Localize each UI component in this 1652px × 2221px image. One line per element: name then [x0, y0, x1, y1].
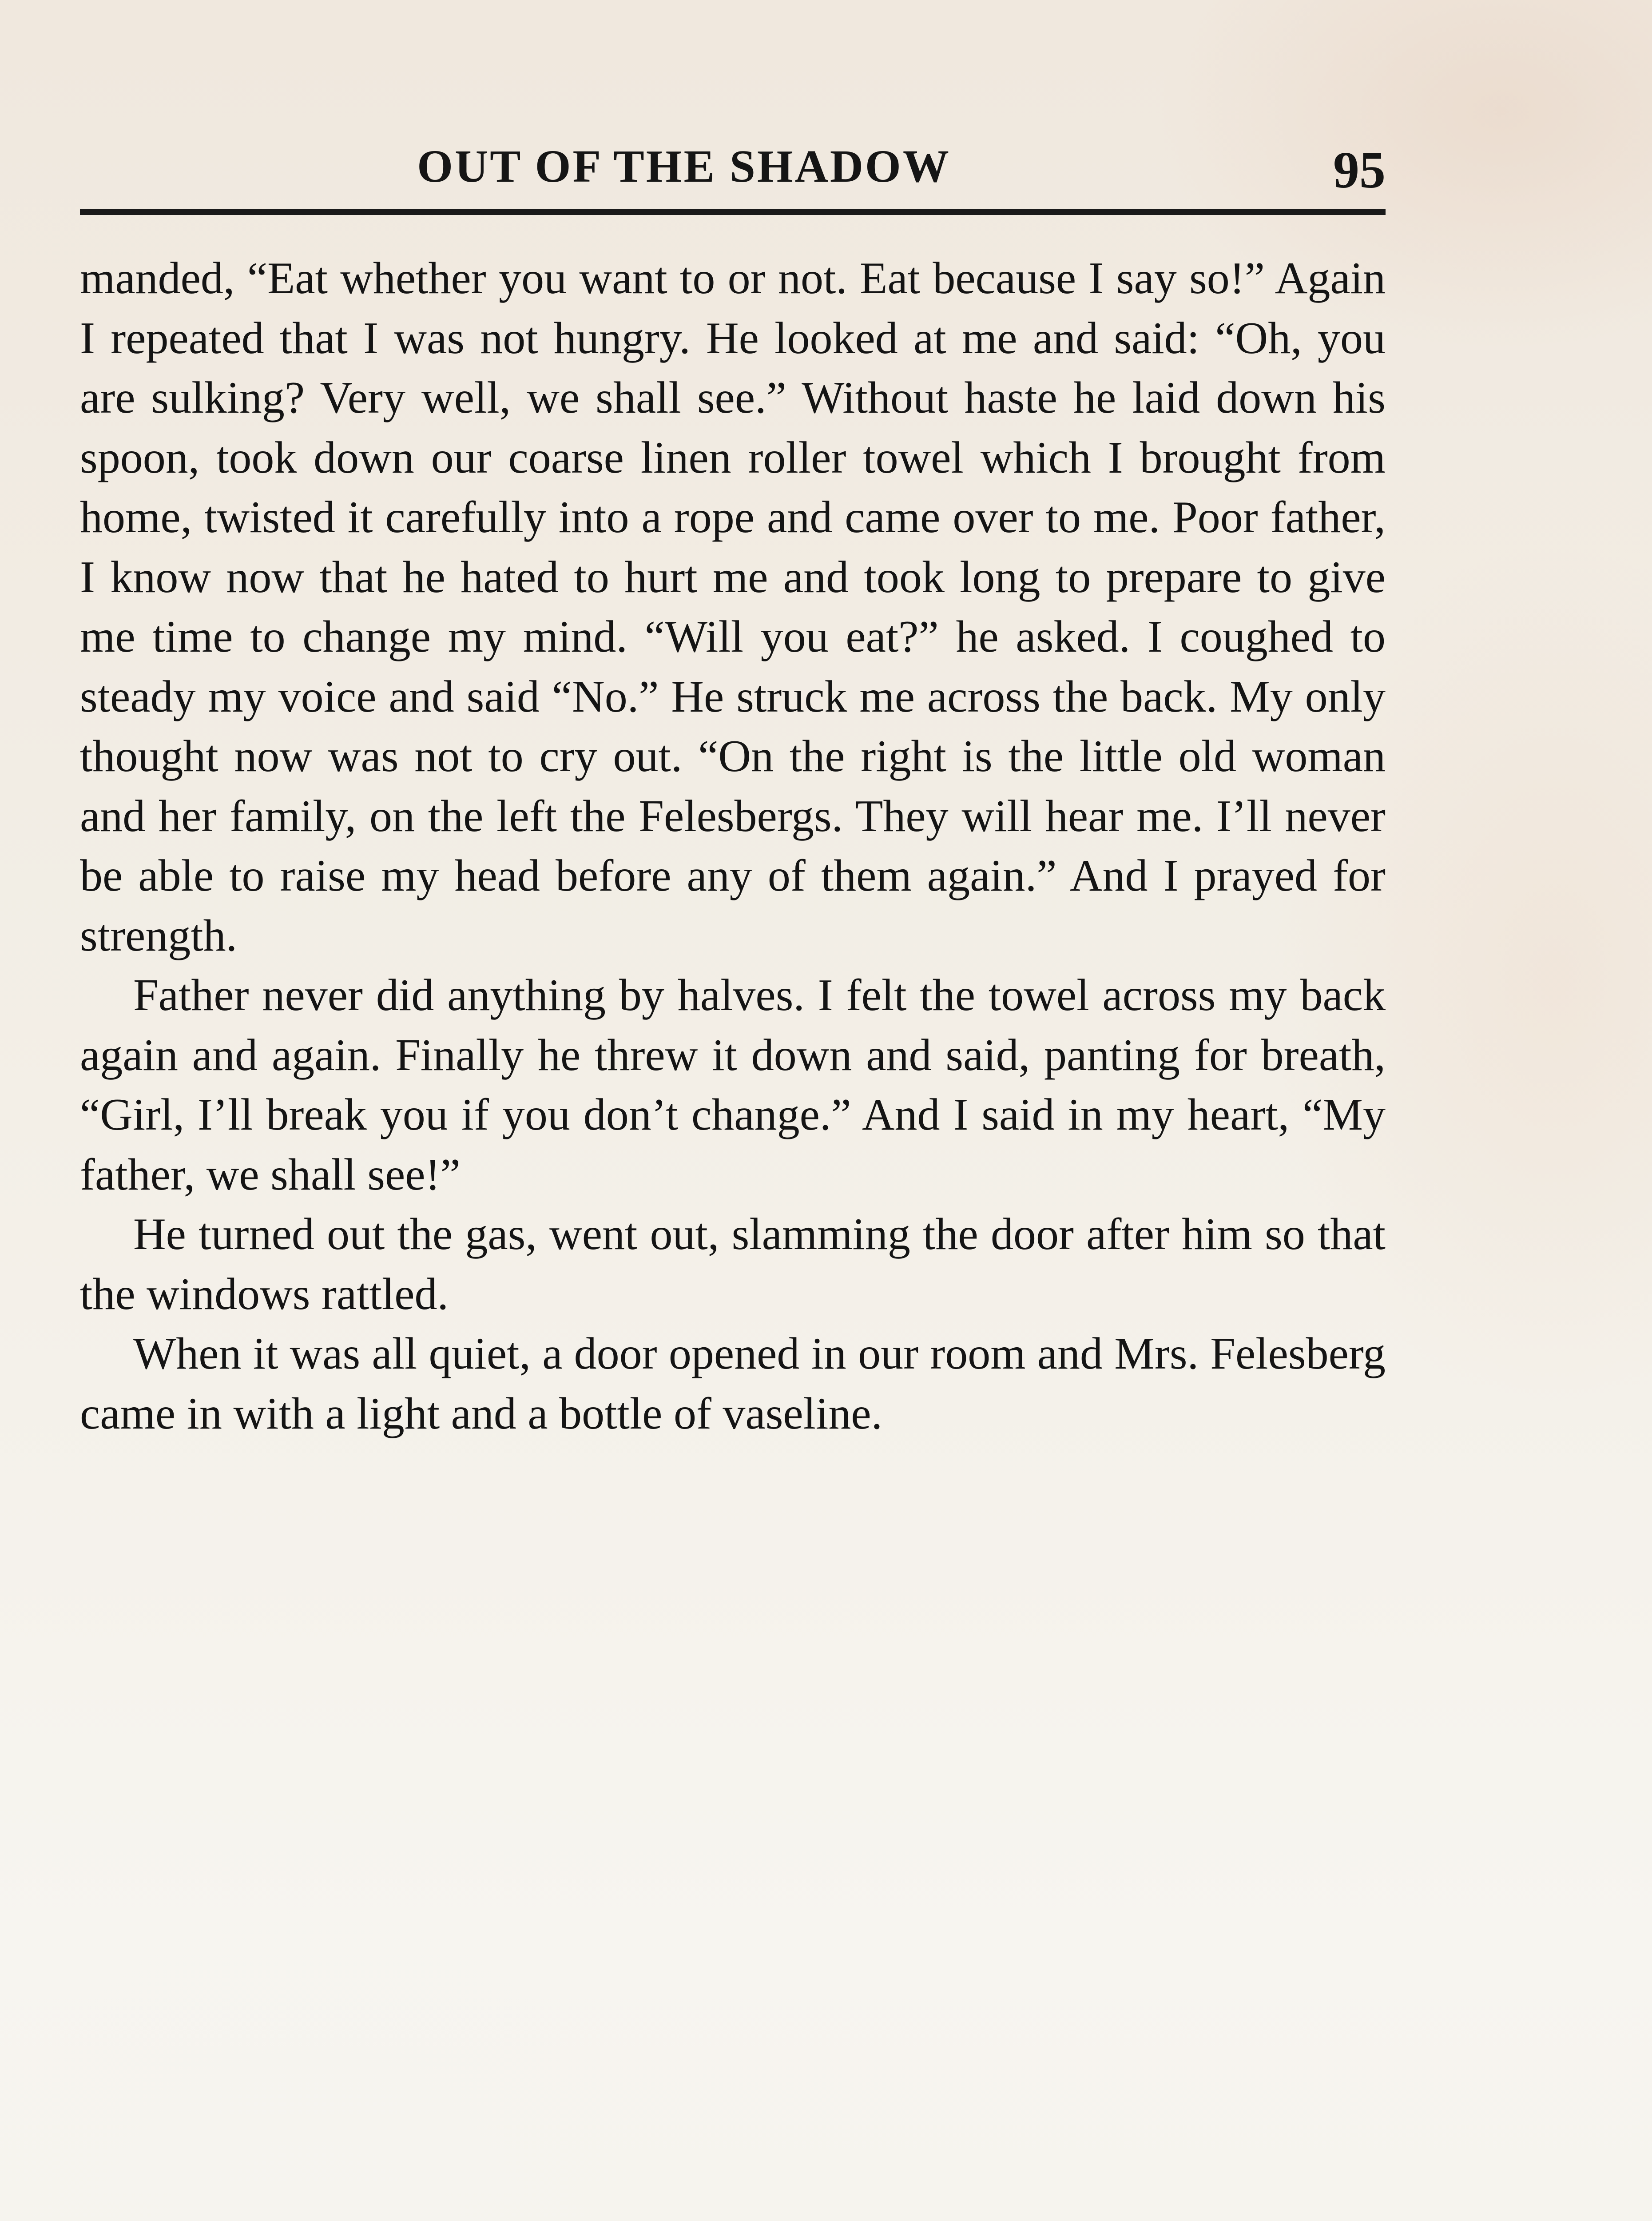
running-title: OUT OF THE SHADOW [417, 141, 951, 192]
header-rule [80, 209, 1386, 215]
page-number: 95 [1333, 141, 1386, 199]
paragraph-3: He turned out the gas, went out, slamming the door after him so that the windows rattled. [80, 1209, 1386, 1319]
running-head [80, 133, 1386, 200]
paragraph-2: Father never did anything by halves. I felt the towel across my back again and again. Finally he threw it down and said, panting for breath, “Girl, I’ll break you if you don’t change.” And I said in my heart, “My father, we shall see!” [80, 970, 1386, 1200]
paragraph-1: manded, “Eat whether you want to or not. Eat because I say so!” Again I repeated that I was not hungry. He looked at me and said: “Oh, you are sulking? Very well, we shall see.” Without haste he laid down his spoon, took down our coarse linen roller towel which I brought from home, twisted it carefully into a rope and came over to me. Poor father, I know now that he hated to hurt me and took long to prepare to give me time to change my mind. “Will you eat?” he asked. I coughed to steady my voice and said “No.” He struck me across the back. My only thought now was not to cry out. “On the right is the little old woman and her family, on the left the Felesbergs. They will hear me. I’ll never be able to raise my head before any of them again.” And I prayed for strength. [80, 253, 1386, 961]
paragraph-4: When it was all quiet, a door opened in our room and Mrs. Felesberg came in with a light and a bottle of vaseline. [80, 1329, 1386, 1439]
body-text [80, 249, 1386, 1444]
